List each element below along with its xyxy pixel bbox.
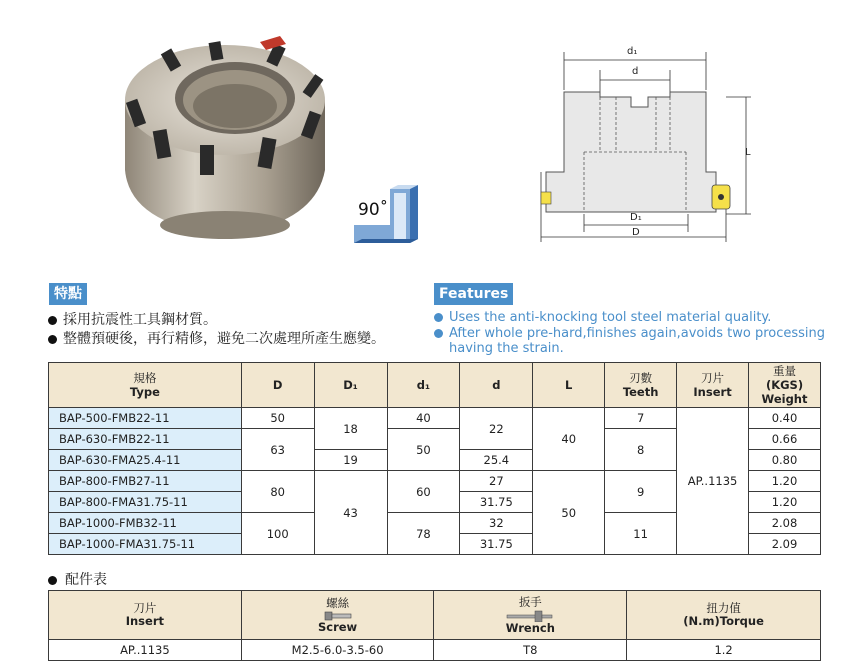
weight-cell: 2.08 xyxy=(749,513,821,534)
teeth-cell: 9 xyxy=(605,471,677,513)
d-cell: 31.75 xyxy=(460,534,533,555)
feature-en-item: After whole pre-hard,finishes again,avoids two processing xyxy=(434,326,834,341)
d1-cell: 78 xyxy=(387,513,460,555)
bullet-icon xyxy=(48,335,57,344)
drawing-label-L: L xyxy=(745,147,751,158)
teeth-cell: 7 xyxy=(605,408,677,429)
table-row xyxy=(49,408,821,429)
d1-cell: 60 xyxy=(387,471,460,513)
insert-cell: AP..1135 xyxy=(677,408,749,555)
spec-header-row xyxy=(49,363,821,408)
bullet-icon xyxy=(48,316,57,325)
d1-cell: 40 xyxy=(387,408,460,429)
bullet-icon xyxy=(48,576,57,585)
drawing-label-D: D xyxy=(632,227,640,238)
header-weight: 重量 (KGS) Weight xyxy=(749,363,821,408)
weight-cell: 0.66 xyxy=(749,429,821,450)
type-cell: BAP-630-FMB22-11 xyxy=(49,429,242,450)
d-cell: 31.75 xyxy=(460,492,533,513)
torque-cell: 1.2 xyxy=(627,640,821,661)
d1-cell: 50 xyxy=(387,429,460,471)
header-torque: 扭力值 (N.m)Torque xyxy=(627,591,821,640)
face-mill-product-image xyxy=(110,20,340,245)
feature-en-item-continued: having the strain. xyxy=(449,341,564,356)
header-L: L xyxy=(533,363,605,408)
spec-table xyxy=(48,362,821,555)
D1-cell: 18 xyxy=(314,408,387,450)
header-type: 規格 Type xyxy=(49,363,242,408)
angle-label: 90˚ xyxy=(358,200,389,220)
header-wrench: 扳手 Wrench xyxy=(434,591,627,640)
d-cell: 22 xyxy=(460,408,533,450)
bullet-icon xyxy=(434,313,443,322)
accessories-title: 配件表 xyxy=(48,569,107,589)
accessories-header-row xyxy=(49,591,821,640)
weight-cell: 1.20 xyxy=(749,492,821,513)
accessories-table xyxy=(48,590,821,661)
D-cell: 100 xyxy=(241,513,314,555)
features-header-en: Features xyxy=(434,283,513,305)
header-insert: 刀片 Insert xyxy=(49,591,242,640)
type-cell: BAP-800-FMA31.75-11 xyxy=(49,492,242,513)
type-cell: BAP-500-FMB22-11 xyxy=(49,408,242,429)
L-cell: 40 xyxy=(533,408,605,471)
technical-drawing xyxy=(536,42,761,242)
teeth-cell: 11 xyxy=(605,513,677,555)
features-header-zh: 特點 xyxy=(49,283,87,305)
table-row xyxy=(49,640,821,661)
angle-90-icon xyxy=(350,185,430,255)
feature-zh-item: 整體預硬後，再行精修，避免二次處理所產生應變。 xyxy=(48,328,385,348)
type-cell: BAP-1000-FMA31.75-11 xyxy=(49,534,242,555)
D-cell: 63 xyxy=(241,429,314,471)
type-cell: BAP-1000-FMB32-11 xyxy=(49,513,242,534)
header-D: D xyxy=(241,363,314,408)
D-cell: 50 xyxy=(241,408,314,429)
header-teeth: 刃數 Teeth xyxy=(605,363,677,408)
header-screw: 螺絲 Screw xyxy=(241,591,434,640)
L-cell: 50 xyxy=(533,471,605,555)
feature-zh-item: 採用抗震性工具鋼材質。 xyxy=(48,309,217,329)
drawing-label-D1: D₁ xyxy=(630,212,642,223)
d-cell: 25.4 xyxy=(460,450,533,471)
d-cell: 32 xyxy=(460,513,533,534)
header-d1: d₁ xyxy=(387,363,460,408)
wrench-cell: T8 xyxy=(434,640,627,661)
weight-cell: 2.09 xyxy=(749,534,821,555)
drawing-label-d: d xyxy=(632,66,639,77)
feature-en-item: Uses the anti-knocking tool steel material quality. xyxy=(434,310,834,325)
D-cell: 80 xyxy=(241,471,314,513)
weight-cell: 1.20 xyxy=(749,471,821,492)
screw-cell: M2.5-6.0-3.5-60 xyxy=(241,640,434,661)
drawing-label-d1: d₁ xyxy=(627,46,638,57)
insert-cell: AP..1135 xyxy=(49,640,242,661)
header-insert: 刀片 Insert xyxy=(677,363,749,408)
header-D1: D₁ xyxy=(314,363,387,408)
type-cell: BAP-800-FMB27-11 xyxy=(49,471,242,492)
bullet-icon xyxy=(434,329,443,338)
D1-cell: 19 xyxy=(314,450,387,471)
d-cell: 27 xyxy=(460,471,533,492)
weight-cell: 0.80 xyxy=(749,450,821,471)
header-d: d xyxy=(460,363,533,408)
D1-cell: 43 xyxy=(314,471,387,555)
teeth-cell: 8 xyxy=(605,429,677,471)
weight-cell: 0.40 xyxy=(749,408,821,429)
type-cell: BAP-630-FMA25.4-11 xyxy=(49,450,242,471)
